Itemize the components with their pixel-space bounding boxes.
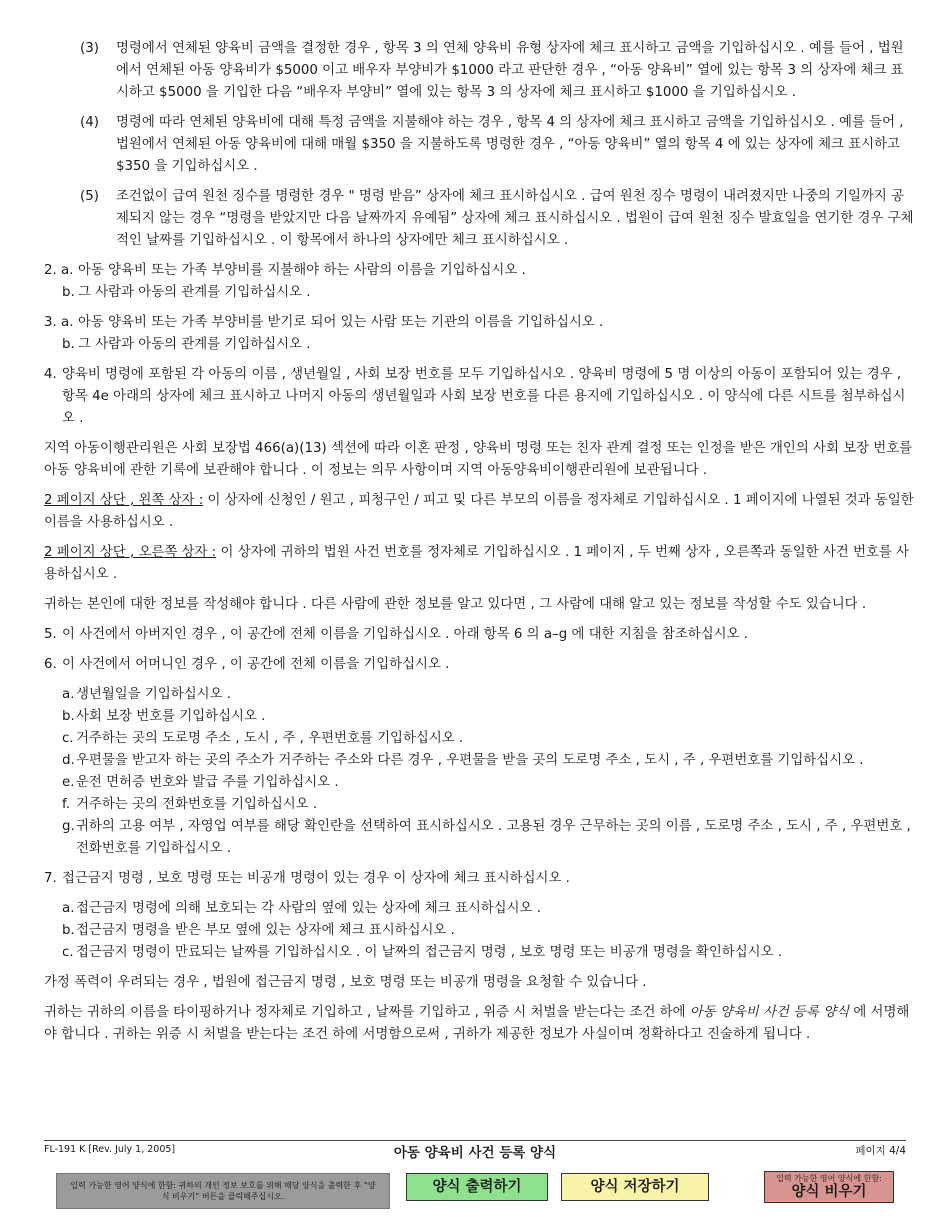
list-item: [62, 706, 914, 728]
list-item: [80, 112, 914, 178]
right-box-text: 이 상자에 귀하의 법원 사건 번호를 정자체로 기입하십시오 . 1 페이지 , 두 번째 상자 , 오른쪽과 동일한 사건 번호를 사용하십시오 .: [44, 545, 909, 582]
item3-subitems: [44, 38, 914, 252]
privacy-notice: 입력 가능한 영어 양식에 한함: 귀하의 개인 정보 보호를 위해 해당 양식을 출력한 후 “양식 비우기” 버튼을 클릭해주십시오.: [56, 1173, 390, 1209]
item-number: (4): [80, 115, 99, 130]
page-footer: [44, 1140, 906, 1213]
list-item: [80, 186, 914, 252]
clear-form-note: 입력 가능한 영어 양식에 한함:: [776, 1174, 882, 1183]
item-number: a.: [62, 687, 75, 702]
form-title: 아동 양육비 사건 등록 양식: [393, 1145, 557, 1161]
clear-form-label: 양식 비우기: [791, 1184, 867, 1200]
list-item: [62, 728, 914, 750]
list-item: [62, 816, 914, 860]
item-7-sublist: [44, 898, 914, 964]
item-text: 사회 보장 번호를 기입하십시오 .: [76, 709, 266, 724]
item-text: 귀하의 고용 여부 , 자영업 여부를 해당 확인란을 선택하여 표시하십시오 . 고용된 경우 근무하는 곳의 이름 , 도로명 주소 , 도시 , 주 , 우편번호 , 전화번호를 기입하십시오 .: [76, 819, 911, 856]
list-item: [62, 920, 914, 942]
item-4: [44, 364, 914, 430]
list-item: [62, 942, 914, 964]
save-form-button[interactable]: 양식 저장하기: [561, 1173, 709, 1201]
item-number: 3. a.: [44, 315, 74, 330]
item-text: 접근금지 명령에 의해 보호되는 각 사람의 옆에 있는 상자에 체크 표시하십시오 .: [76, 901, 542, 916]
item-text: 우편물을 받고자 하는 곳의 주소가 거주하는 주소와 다른 경우 , 우편물을 받을 곳의 도로명 주소 , 도시 , 주 , 우편번호를 기입하십시오 .: [76, 753, 864, 768]
item-number: b.: [62, 285, 75, 300]
item-number: f.: [62, 797, 70, 812]
clear-form-button[interactable]: [764, 1171, 894, 1203]
item-text: 거주하는 곳의 전화번호를 기입하십시오 .: [76, 797, 318, 812]
list-item: [44, 334, 914, 356]
page-number: 페이지 4/4: [855, 1145, 906, 1157]
list-item: [44, 312, 914, 334]
item-number: (3): [80, 41, 99, 56]
item-3: [44, 312, 914, 356]
left-box-paragraph: [44, 490, 914, 534]
item-text: 그 사람과 아동의 관계를 기입하십시오 .: [78, 337, 311, 352]
item-number: e.: [62, 775, 75, 790]
item-text: 명령에 따라 연체된 양육비에 대해 특정 금액을 지불해야 하는 경우 , 항목 4 의 상자에 체크 표시하고 금액을 기입하십시오 . 예를 들어 , 법원에서 연체된 아동 양육비에 대해 매월 $350 을 지불하도록 명령한 경우 , “아동 양육비” 열의 항목 4 에 있는 상자에 체크 표시하고 $350 을 기입하십시오 .: [116, 115, 904, 174]
item-number: c.: [62, 945, 74, 960]
item-text: 아동 양육비 또는 가족 부양비를 지불해야 하는 사람의 이름을 기입하십시오 .: [78, 263, 526, 278]
list-item: [44, 282, 914, 304]
signature-text-b: 에 서명해야 합니다 . 귀하는 위증 시 처벌을 받는다는 조건 하에 서명함으로써 , 귀하가 제공한 정보가 사실이며 정확하다고 진술하게 됩니다 .: [44, 1005, 910, 1042]
item-text: 그 사람과 아동의 관계를 기입하십시오 .: [78, 285, 311, 300]
left-box-text: 이 상자에 신청인 / 원고 , 피청구인 / 피고 및 다른 부모의 이름을 정자체로 기입하십시오 . 1 페이지에 나열된 것과 동일한 이름을 사용하십시오 .: [44, 493, 914, 530]
domestic-violence-paragraph: 가정 폭력이 우려되는 경우 , 법원에 접근금지 명령 , 보호 명령 또는 비공개 명령을 요청할 수 있습니다 .: [44, 975, 647, 990]
ssn-paragraph: 지역 아동이행관리원은 사회 보장법 466(a)(13) 섹션에 따라 이혼 판정 , 양육비 명령 또는 친자 관계 결정 또는 인정을 받은 개인의 사회 보장 번호를 아동 양육비에 관한 기록에 보관해야 합니다 . 이 정보는 의무 사항이며 지역 아동양육비이행관리원에 보관됩니다 .: [44, 441, 913, 478]
right-box-label: 2 페이지 상단 , 오른쪽 상자 :: [44, 545, 217, 560]
footer-button-row: [44, 1165, 906, 1213]
item-number: a.: [62, 901, 75, 916]
signature-text-a: 귀하는 귀하의 이름을 타이핑하거나 정자체로 기입하고 , 날짜를 기입하고 , 위증 시 처벌을 받는다는 조건 하에: [44, 1005, 690, 1020]
item-text: 접근금지 명령 , 보호 명령 또는 비공개 명령이 있는 경우 이 상자에 체크 표시하십시오 .: [62, 871, 570, 886]
list-item: [62, 750, 914, 772]
item-text: 조건없이 급여 원천 징수를 명령한 경우 " 명령 받음” 상자에 체크 표시하십시오 . 급여 원천 징수 명령이 내려졌지만 나중의 기일까지 공제되지 않는 경우 “명령을 받았지만 다음 날짜까지 유예됨” 상자에 체크 표시하십시오 . 법원이 급여 원천 징수 발효일을 연기한 경우 구체적인 날짜를 기입하십시오 . 이 항목에서 하나의 상자에만 체크 표시하십시오 .: [116, 189, 914, 248]
info-paragraph: 귀하는 본인에 대한 정보를 작성해야 합니다 . 다른 사람에 관한 정보를 알고 있다면 , 그 사람에 대해 알고 있는 정보를 작성할 수도 있습니다 .: [44, 597, 867, 612]
item-text: 접근금지 명령을 받은 부모 옆에 있는 상자에 체크 표시하십시오 .: [76, 923, 455, 938]
item-number: b.: [62, 337, 75, 352]
item-number: g.: [62, 819, 75, 834]
item-text: 아동 양육비 또는 가족 부양비를 받기로 되어 있는 사람 또는 기관의 이름을 기입하십시오 .: [78, 315, 604, 330]
list-item: [62, 772, 914, 794]
form-id: FL-191 K [Rev. July 1, 2005]: [44, 1144, 176, 1155]
item-number: 5.: [44, 627, 57, 642]
item-2: [44, 260, 914, 304]
instructions-body: [44, 38, 914, 1054]
item-text: 생년월일을 기입하십시오 .: [76, 687, 232, 702]
signature-paragraph: [44, 1002, 914, 1046]
item-number: 6.: [44, 657, 57, 672]
item-text: 양육비 명령에 포함된 각 아동의 이름 , 생년월일 , 사회 보장 번호를 모두 기입하십시오 . 양육비 명령에 5 명 이상의 아동이 포함되어 있는 경우 , 항목 4e 아래의 상자에 체크 표시하고 나머지 아동의 생년월일과 사회 보장 번호를 다른 용지에 기입하십시오 . 이 양식에 다른 시트를 첨부하십시오 .: [62, 367, 906, 426]
form-name-italic: 아동 양육비 사건 등록 양식: [689, 1005, 850, 1020]
item-number: 2. a.: [44, 263, 74, 278]
item-number: b.: [62, 709, 75, 724]
item-number: b.: [62, 923, 75, 938]
footer-info-row: [44, 1141, 906, 1165]
item-6-sublist: [44, 684, 914, 860]
list-item: [62, 794, 914, 816]
item-6: [44, 654, 914, 676]
item-number: 7.: [44, 871, 57, 886]
list-item: [62, 684, 914, 706]
item-text: 명령에서 연체된 양육비 금액을 결정한 경우 , 항목 3 의 연체 양육비 유형 상자에 체크 표시하고 금액을 기입하십시오 . 예를 들어 , 법원에서 연체된 아동 양육비가 $5000 이고 배우자 부양비가 $1000 라고 판단한 경우 , “아동 양육비” 열에 있는 항목 3 의 상자에 체크 표시하고 $5000 을 기입한 다음 “배우자 부양비” 열에 있는 항목 3 의 상자에 체크 표시하고 $1000 을 기입하십시오 .: [116, 41, 904, 100]
item-text: 거주하는 곳의 도로명 주소 , 도시 , 주 , 우편번호를 기입하십시오 .: [76, 731, 464, 746]
item-text: 운전 면허증 번호와 발급 주를 기입하십시오 .: [76, 775, 339, 790]
item-number: 4.: [44, 367, 57, 382]
right-box-paragraph: [44, 542, 914, 586]
item-5: [44, 624, 914, 646]
item-text: 접근금지 명령이 만료되는 날짜를 기입하십시오 . 이 날짜의 접근금지 명령 , 보호 명령 또는 비공개 명령을 확인하십시오 .: [76, 945, 783, 960]
item-number: c.: [62, 731, 74, 746]
item-text: 이 사건에서 아버지인 경우 , 이 공간에 전체 이름을 기입하십시오 . 아래 항목 6 의 a–g 에 대한 지침을 참조하십시오 .: [62, 627, 749, 642]
list-item: [62, 898, 914, 920]
item-text: 이 사건에서 어머니인 경우 , 이 공간에 전체 이름을 기입하십시오 .: [62, 657, 450, 672]
item-number: d.: [62, 753, 75, 768]
list-item: [44, 260, 914, 282]
print-form-button[interactable]: 양식 출력하기: [406, 1173, 548, 1201]
list-item: [80, 38, 914, 104]
left-box-label: 2 페이지 상단 , 왼쪽 상자 :: [44, 493, 204, 508]
item-7: [44, 868, 914, 890]
item-number: (5): [80, 189, 99, 204]
